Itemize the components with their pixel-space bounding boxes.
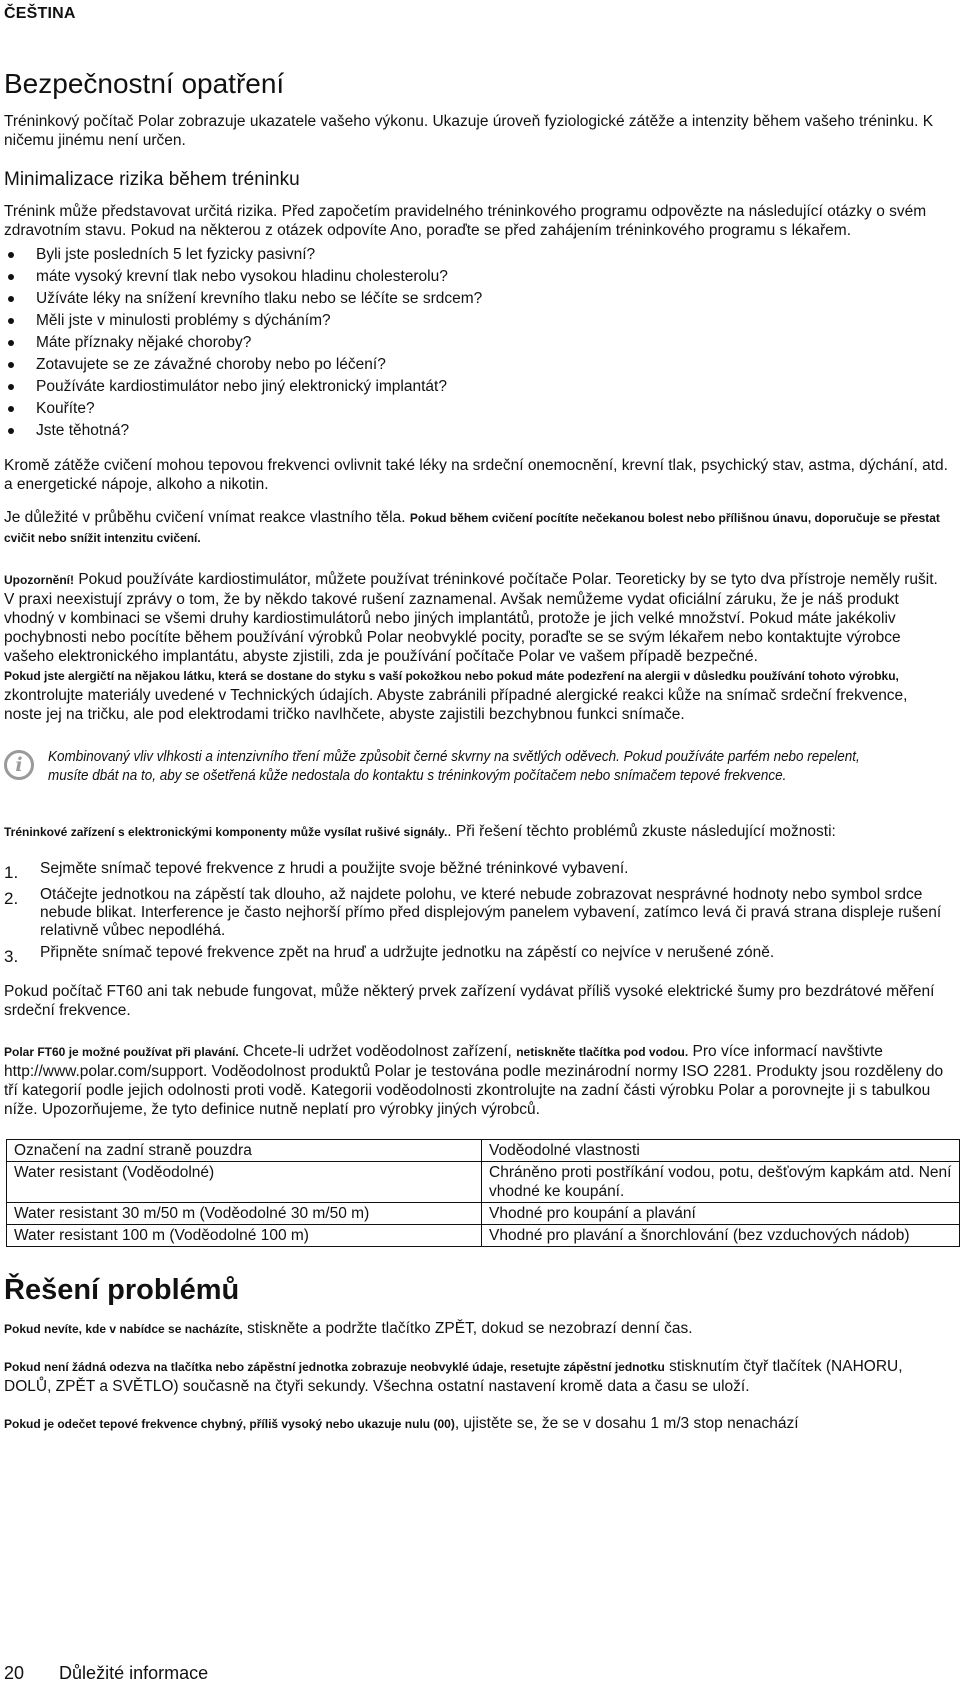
allergy-warning: Pokud jste alergičtí na nějakou látku, která se dostane do styku s vaší pokožkou nebo pokud máte podezření na alergii v důsledku používání tohoto výrobku, — [4, 669, 899, 683]
step-number: 1. — [4, 863, 19, 882]
interference-warning: Tréninkové zařízení s elektronickými komponenty může vysílat rušivé signály. — [4, 825, 448, 839]
page-number: 20 — [4, 1663, 25, 1683]
list-item: Máte příznaky nějaké choroby? — [4, 332, 948, 354]
table-cell: Water resistant 30 m/50 m (Voděodolné 30 m/50 m) — [7, 1203, 482, 1225]
troubleshooting-condition: Pokud nevíte, kde v nabídce se nacházíte, — [4, 1322, 243, 1336]
column-header: Označení na zadní straně pouzdra — [7, 1140, 482, 1162]
page-content — [4, 68, 952, 1448]
troubleshooting-solution: stisknutím čtyř tlačítek (NAHORU, DOLŮ, ZPĚT a SVĚTLO) současně na čtyři sekundy. Všechna ostatní nastavení kromě data a času se uloží. — [4, 1358, 903, 1395]
interference-text: . Při řešení těchto problémů zkuste následující možnosti: — [447, 823, 836, 840]
troubleshooting-solution: stiskněte a podržte tlačítko ZPĚT, dokud se nezobrazí denní čas. — [247, 1320, 693, 1337]
step-text: Sejměte snímač tepové frekvence z hrudi a použijte svoje běžné tréninkové vybavení. — [40, 860, 629, 877]
step-number: 3. — [4, 947, 19, 966]
table-row — [7, 1203, 960, 1225]
list-item: Zotavujete se ze závažné choroby nebo po léčení? — [4, 354, 948, 376]
factors-paragraph: Kromě zátěže cvičení mohou tepovou frekvenci ovlivnit také léky na srdeční onemocnění, krevní tlak, psychický stav, astma, dýchání, atd. a energetické nápoje, alkoho a nikotin. — [4, 457, 948, 493]
body-reaction-text: Je důležité v průběhu cvičení vnímat reakce vlastního těla. — [4, 509, 406, 526]
list-item: Kouříte? — [4, 398, 948, 420]
list-item: Užíváte léky na snížení krevního tlaku nebo se léčíte se srdcem? — [4, 288, 948, 310]
warning-label: Upozornění! — [4, 573, 74, 587]
troubleshooting-condition: Pokud je odečet tepové frekvence chybný, příliš vysoký nebo ukazuje nulu (00) — [4, 1417, 455, 1431]
table-cell: Water resistant 100 m (Voděodolné 100 m) — [7, 1225, 482, 1247]
list-item: máte vysoký krevní tlak nebo vysokou hladinu cholesterolu? — [4, 266, 948, 288]
health-questions-list — [4, 244, 948, 442]
table-cell: Chráněno proti postříkání vodou, potu, dešťovým kapkám atd. Není vhodné ke koupání. — [482, 1162, 960, 1203]
list-item: Používáte kardiostimulátor nebo jiný elektronický implantát? — [4, 376, 948, 398]
table-header-row — [7, 1140, 960, 1162]
ft60-paragraph: Pokud počítač FT60 ani tak nebude fungovat, může některý prvek zařízení vydávat příliš vysoké elektrické šumy pro bezdrátové měření srdeční frekvence. — [4, 983, 935, 1019]
troubleshooting-item — [4, 1414, 948, 1434]
list-item: Měli jste v minulosti problémy s dýcháním? — [4, 310, 948, 332]
interference-steps-list — [4, 860, 948, 966]
step-text: Otáčejte jednotkou na zápěstí tak dlouho, až najdete polohu, ve které nebude zobrazovat nesprávné hodnoty nebo symbol srdce nebude blikat. Interference je často nejhorší přímo před displejovým panelem vybavení, zatímco levá či pravá strana displeje rušení relativně vůbec nepodléhá. — [40, 886, 942, 939]
swimming-note: Polar FT60 je možné používat při plavání. — [4, 1045, 239, 1059]
table-row — [7, 1162, 960, 1203]
troubleshooting-title: Řešení problémů — [4, 1274, 240, 1306]
swimming-details: Pro více informací navštivte http://www.polar.com/support. Voděodolnost produktů Polar je testována podle mezinárodní normy ISO 2281. Produkty jsou rozděleny do tří kategorií podle jejich odolnosti proti vodě. Kategorii voděodolnosti zkontrolujte na zadní části výrobku Polar a porovnejte ji s tabulkou níže. Upozorňujeme, že tyto definice nutně neplatí pro výrobky jiných výrobců. — [4, 1043, 944, 1118]
troubleshooting-item — [4, 1357, 948, 1396]
allergy-text: zkontrolujte materiály uvedené v Technických údajích. Abyste zabránili případné alergické reakci kůže na snímač srdeční frekvence, noste jej na tričku, ale pod elektrodami tričko navlhčete, abyste zajistili bezchybnou funkci snímače. — [4, 687, 908, 723]
safety-title: Bezpečnostní opatření — [4, 68, 285, 99]
language-label: ČEŠTINA — [4, 5, 76, 22]
list-item: Jste těhotná? — [4, 420, 948, 442]
safety-intro: Tréninkový počítač Polar zobrazuje ukazatele vašeho výkonu. Ukazuje úroveň fyziologické zátěže a intenzity během vašeho tréninku. K ničemu jinému není určen. — [4, 113, 934, 149]
troubleshooting-item — [4, 1319, 948, 1339]
risk-title: Minimalizace rizika během tréninku — [4, 169, 300, 190]
table-row — [7, 1225, 960, 1247]
step-number: 2. — [4, 889, 19, 908]
allergy-paragraph — [4, 666, 948, 724]
footer-section: Důležité informace — [59, 1663, 209, 1683]
list-item — [4, 860, 948, 882]
risk-text: Trénink může představovat určitá rizika. Před započetím pravidelného tréninkového programu odpovězte na následující otázky o svém zdravotním stavu. Pokud na některou z otázek odpovíte Ano, poraďte se před zahájením tréninkového programu s lékařem. — [4, 203, 927, 239]
list-item — [4, 944, 948, 966]
body-reaction-paragraph — [4, 508, 948, 548]
column-header: Voděodolné vlastnosti — [482, 1140, 960, 1162]
swimming-text: Chcete-li udržet voděodolnost zařízení, — [243, 1043, 512, 1060]
list-item: Byli jste posledních 5 let fyzicky pasivní? — [4, 244, 948, 266]
note-text: Kombinovaný vliv vlhkosti a intenzivního tření může způsobit černé skvrny na světlých oděvech. Pokud používáte parfém nebo repelent, musíte dbát na to, aby se ošetřená kůže nedostala do kontaktu s tréninkovým počítačem nebo snímačem tepové frekvence. — [48, 749, 860, 784]
pacemaker-warning-paragraph — [4, 570, 948, 666]
table-cell: Vhodné pro koupání a plavání — [482, 1203, 960, 1225]
troubleshooting-solution: , ujistěte se, že se v dosahu 1 m/3 stop nenachází — [454, 1415, 799, 1432]
info-icon: i — [4, 750, 34, 780]
table-cell: Vhodné pro plavání a šnorchlování (bez vzduchových nádob) — [482, 1225, 960, 1247]
interference-paragraph — [4, 822, 948, 842]
troubleshooting-condition: Pokud není žádná odezva na tlačítka nebo zápěstní jednotka zobrazuje neobvyklé údaje, resetujte zápěstní jednotku — [4, 1360, 665, 1374]
warning-text: Pokud používáte kardiostimulátor, můžete používat tréninkové počítače Polar. Teoreticky by se tyto dva přístroje neměly rušit. V praxi neexistují zprávy o tom, že by někdo takové rušení zaznamenal. Avšak nemůžeme vydat oficiální záruku, že je náš produkt vhodný v kombinaci se všemi druhy kardiostimulátorů nebo jiných implantátů, protože je jich velké množství. Pokud máte jakékoliv pochybnosti nebo pocítíte během používání výrobků Polar neobvyklé pocity, poraďte se se svým lékařem nebo kontaktujte výrobce vašeho elektronického implantátu, abyste zjistili, zda je používání počítače Polar ve vašem případě bezpečné. — [4, 571, 938, 665]
table-cell: Water resistant (Voděodolné) — [7, 1162, 482, 1203]
page-footer — [4, 1663, 238, 1684]
list-item — [4, 886, 948, 940]
body-reaction-warning: Pokud během cvičení pocítíte nečekanou bolest nebo přílišnou únavu, doporučuje se přestat cvičit nebo snížit intenzitu cvičení. — [4, 511, 940, 545]
step-text: Připněte snímač tepové frekvence zpět na hruď a udržujte jednotku na zápěstí co nejvíce v nerušené zóně. — [40, 944, 775, 961]
swimming-warning: netiskněte tlačítka pod vodou. — [516, 1045, 689, 1059]
water-resistance-table — [6, 1139, 960, 1247]
note-box — [4, 748, 948, 786]
swimming-paragraph — [4, 1042, 948, 1119]
